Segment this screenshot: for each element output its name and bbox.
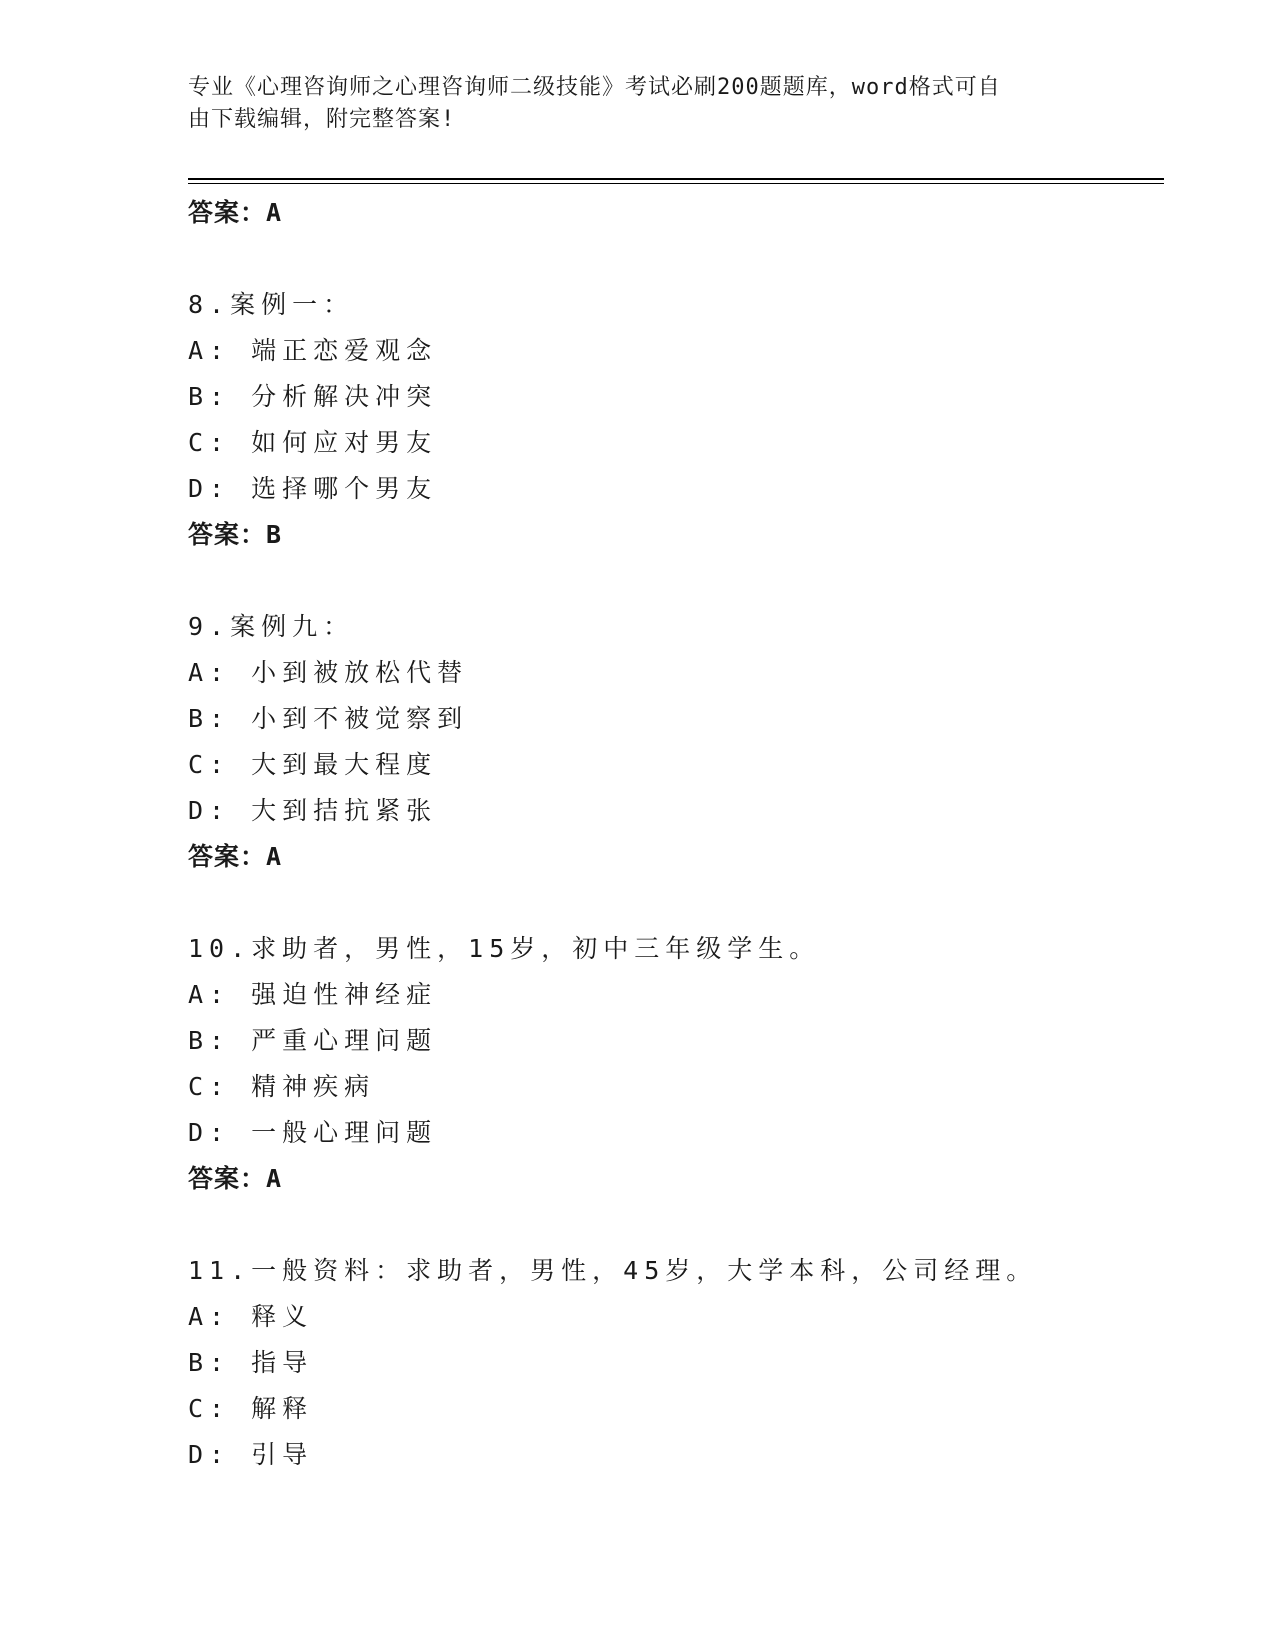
spacer xyxy=(188,558,1168,604)
header-line-2: 由下载编辑，附完整答案! xyxy=(188,107,456,132)
answer-line: 答案：A xyxy=(188,198,283,227)
spacer xyxy=(188,236,1168,282)
document-header xyxy=(188,72,1068,136)
question-stem: 11.一般资料：求助者，男性，45岁，大学本科，公司经理。 xyxy=(188,1256,1038,1285)
option-d: D: 引导 xyxy=(188,1440,314,1469)
option-a: A: 强迫性神经症 xyxy=(188,980,438,1009)
question-block xyxy=(188,1248,1168,1478)
question-block xyxy=(188,926,1168,1202)
question-block xyxy=(188,282,1168,558)
spacer xyxy=(188,880,1168,926)
answer-line: 答案：A xyxy=(188,842,283,871)
option-b: B: 指导 xyxy=(188,1348,314,1377)
option-a: A: 释义 xyxy=(188,1302,314,1331)
option-b: B: 小到不被觉察到 xyxy=(188,704,469,733)
option-c: C: 大到最大程度 xyxy=(188,750,438,779)
header-line-1: 专业《心理咨询师之心理咨询师二级技能》考试必刷200题题库，word格式可自 xyxy=(188,75,1001,100)
option-c: C: 解释 xyxy=(188,1394,314,1423)
option-b: B: 分析解决冲突 xyxy=(188,382,438,411)
option-d: D: 选择哪个男友 xyxy=(188,474,438,503)
option-c: C: 如何应对男友 xyxy=(188,428,438,457)
question-list xyxy=(188,190,1168,1478)
question-stem: 10.求助者，男性，15岁，初中三年级学生。 xyxy=(188,934,821,963)
option-a: A: 小到被放松代替 xyxy=(188,658,469,687)
option-a: A: 端正恋爱观念 xyxy=(188,336,438,365)
question-block xyxy=(188,604,1168,880)
option-d: D: 大到拮抗紧张 xyxy=(188,796,438,825)
question-stem: 9.案例九： xyxy=(188,612,355,641)
header-divider-bottom xyxy=(188,183,1164,184)
question-stem: 8.案例一： xyxy=(188,290,355,319)
answer-line: 答案：A xyxy=(188,1164,283,1193)
option-d: D: 一般心理问题 xyxy=(188,1118,438,1147)
spacer xyxy=(188,1202,1168,1248)
answer-line: 答案：B xyxy=(188,520,283,549)
option-b: B: 严重心理问题 xyxy=(188,1026,438,1055)
option-c: C: 精神疾病 xyxy=(188,1072,376,1101)
header-divider-top xyxy=(188,178,1164,180)
